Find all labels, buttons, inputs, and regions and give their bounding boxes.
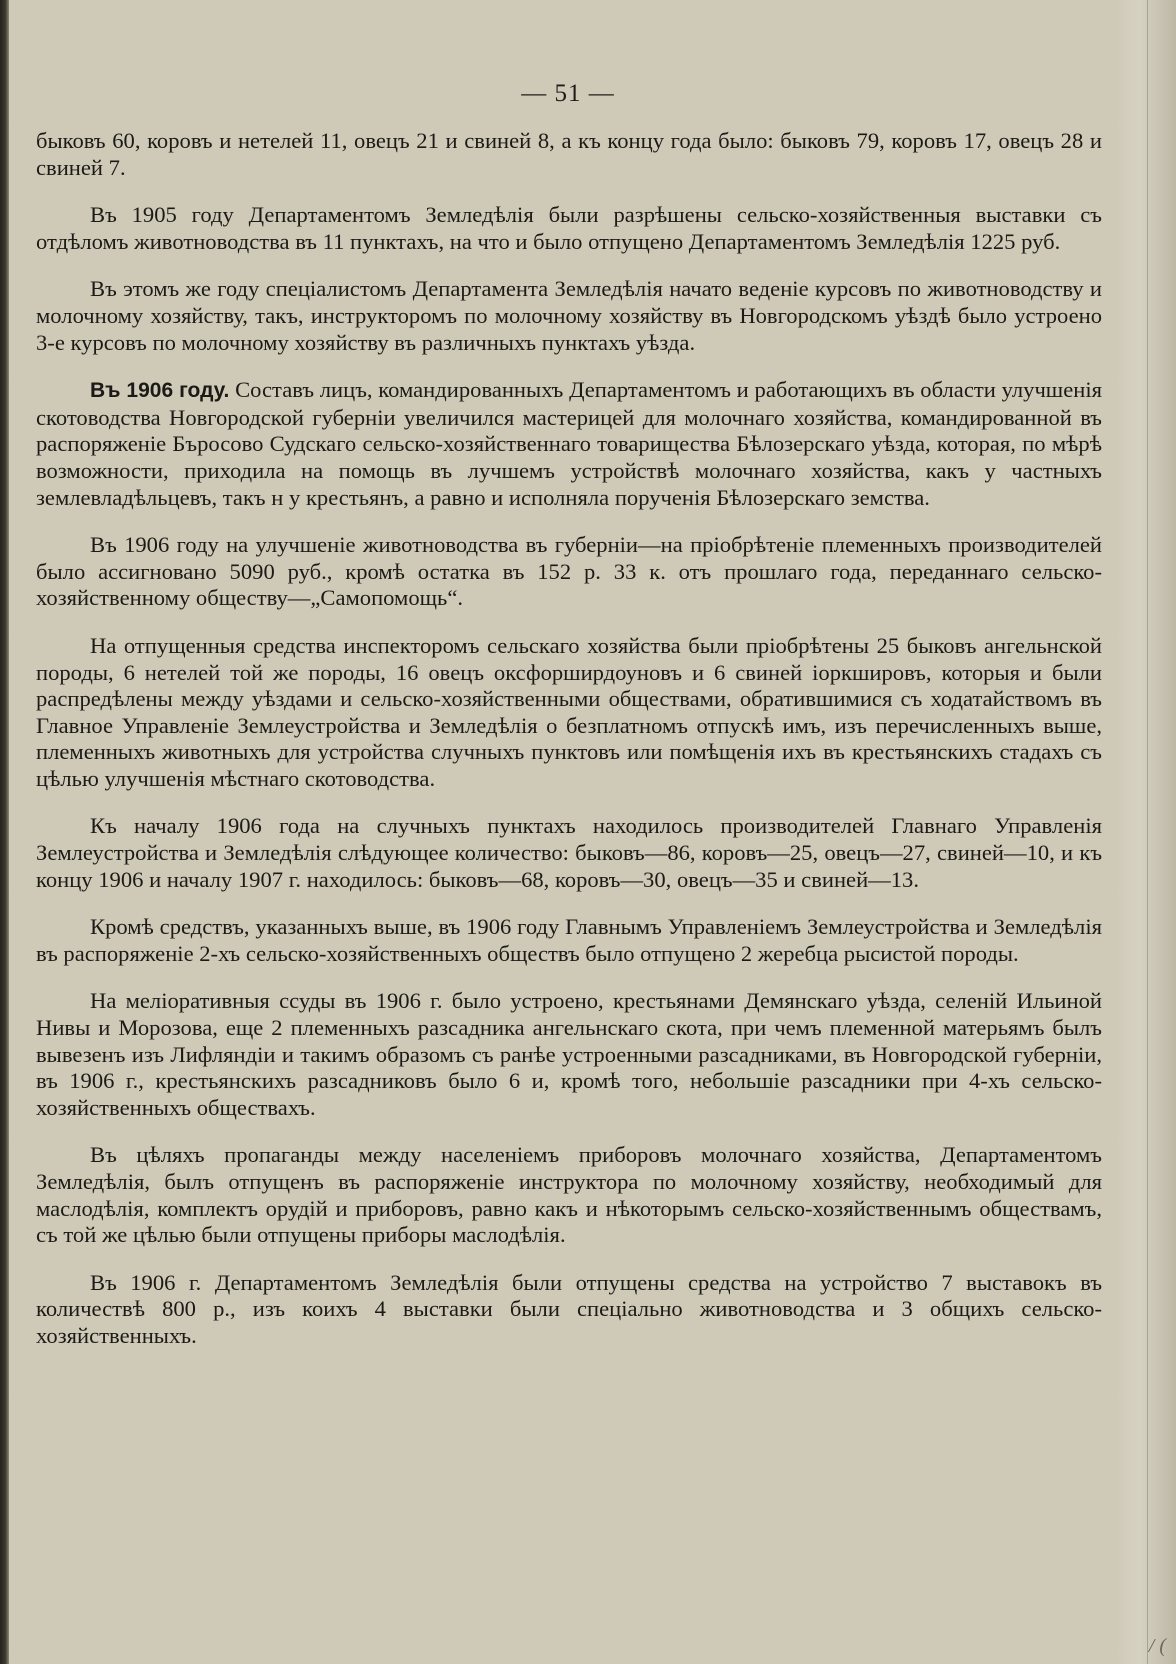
- paragraph-lead-heading: Въ 1906 году.: [90, 379, 230, 403]
- paragraph-dairy-equipment: Въ цѣляхъ пропаганды между населеніемъ приборовъ молочнаго хозяйства, Департаментомъ Земледѣлія, былъ отпущенъ въ распоряженіе инструктора по молочному хозяйству, необходимый для маслодѣлія, комплектъ орудій и приборовъ, равно какъ и нѣкоторымъ сельско-хозяйственнымъ обществамъ, съ той же цѣлью были отпущены приборы маслодѣлія.: [36, 1142, 1102, 1248]
- paragraph-continuation: быковъ 60, коровъ и нетелей 11, овецъ 21 и свиней 8, а къ концу года было: быковъ 79, коровъ 17, овецъ 28 и свиней 7.: [36, 128, 1102, 180]
- paragraph-1906-staff-text: Составъ лицъ, командированныхъ Департаментомъ и работающихъ въ области улучшенія скотоводства Новгородской губерніи увеличился мастерицей для молочнаго хозяйства, командированной въ распоряженіе Бъросово Судскаго сельско-хозяйственнаго товарищества Бѣлозерскаго уѣзда, которая, по мѣрѣ возможности, приходила на помощь въ лучшемъ устройствѣ молочнаго хозяйства, какъ у частныхъ землевладѣльцевъ, такъ н у крестьянъ, а равно и исполняла порученія Бѣлозерскаго земства.: [36, 377, 1102, 510]
- paragraph-breeding-stations: Къ началу 1906 года на случныхъ пунктахъ находилось производителей Главнаго Управленія Землеустройства и Земледѣлія слѣдующее количество: быковъ—86, коровъ—25, овецъ—27, свиней—10, и къ концу 1906 и началу 1907 г. находилось: быковъ—68, коровъ—30, овецъ—35 и свиней—13.: [36, 813, 1102, 892]
- paragraph-nurseries: На меліоративныя ссуды въ 1906 г. было устроено, крестьянами Демянскаго уѣзда, селеній Ильиной Нивы и Морозова, еще 2 племенныхъ разсадника ангельнскаго скота, при чемъ племенной матерьямъ былъ вывезенъ изъ Лифляндіи и такимъ образомъ съ ранѣе устроенными разсадниками, въ Новгородской губерніи, въ 1906 г., крестьянскихъ разсадниковъ было 6 и, кромѣ того, небольшіе разсадники при 4-хъ сельско-хозяйственныхъ обществахъ.: [36, 988, 1102, 1120]
- page-right-margin: [1116, 0, 1176, 1664]
- paragraph-courses: Въ этомъ же году спеціалистомъ Департамента Земледѣлія начато веденіе курсовъ по животноводству и молочному хозяйству, такъ, инструкторомъ по молочному хозяйству въ Новгородскомъ уѣздѣ было устроено 3-е курсовъ по молочному хозяйству въ различныхъ пунктахъ уѣзда.: [36, 276, 1102, 355]
- page-number: — 51 —: [521, 80, 615, 107]
- paragraph-1906-funding: Въ 1906 году на улучшеніе животноводства въ губерніи—на пріобрѣтеніе племенныхъ производителей было ассигновано 5090 руб., кромѣ остатка въ 152 р. 33 к. отъ прошлаго года, переданнаго сельско-хозяйственному обществу—„Самопомощь“.: [36, 532, 1102, 611]
- paragraph-1906-exhibitions: Въ 1906 г. Департаментомъ Земледѣлія были отпущены средства на устройство 7 выставокъ въ количествѣ 800 р., изъ коихъ 4 выставки были спеціально животноводства и 3 общихъ сельско-хозяйственныхъ.: [36, 1269, 1102, 1348]
- paragraph-stallions: Кромѣ средствъ, указанныхъ выше, въ 1906 году Главнымъ Управленіемъ Землеустройства и Земледѣлія въ распоряженіе 2-хъ сельско-хозяйственныхъ обществъ было отпущено 2 жеребца рысистой породы.: [36, 914, 1102, 966]
- paragraph-1906-staff: [36, 377, 1102, 511]
- paragraph-1905-exhibitions: Въ 1905 году Департаментомъ Земледѣлія были разрѣшены сельско-хозяйственныя выставки съ отдѣломъ животноводства въ 11 пунктахъ, на что и было отпущено Департаментомъ Земледѣлія 1225 руб.: [36, 202, 1102, 254]
- paragraph-livestock-purchase: На отпущенныя средства инспекторомъ сельскаго хозяйства были пріобрѣтены 25 быковъ ангельнской породы, 6 нетелей той же породы, 16 овецъ оксфорширдоуновъ и 6 свиней іоркшировъ, которыя и были распредѣлены между уѣздами и сельско-хозяйственными обществами, обратившимися съ ходатайствомъ въ Главное Управленіе Землеустройства и Земледѣлія о безплатномъ отпускѣ имъ, изъ перечисленныхъ выше, племенныхъ животныхъ для устройства случныхъ пунктовъ или помѣщенія ихъ въ крестьянскихъ стадахъ съ цѣлью улучшенія мѣстнаго скотоводства.: [36, 632, 1102, 791]
- page-binding-edge: [0, 0, 9, 1664]
- page-fold-line: [1147, 0, 1148, 1664]
- text-body: [36, 128, 1102, 1371]
- corner-pencil-mark: / (: [1148, 1635, 1166, 1657]
